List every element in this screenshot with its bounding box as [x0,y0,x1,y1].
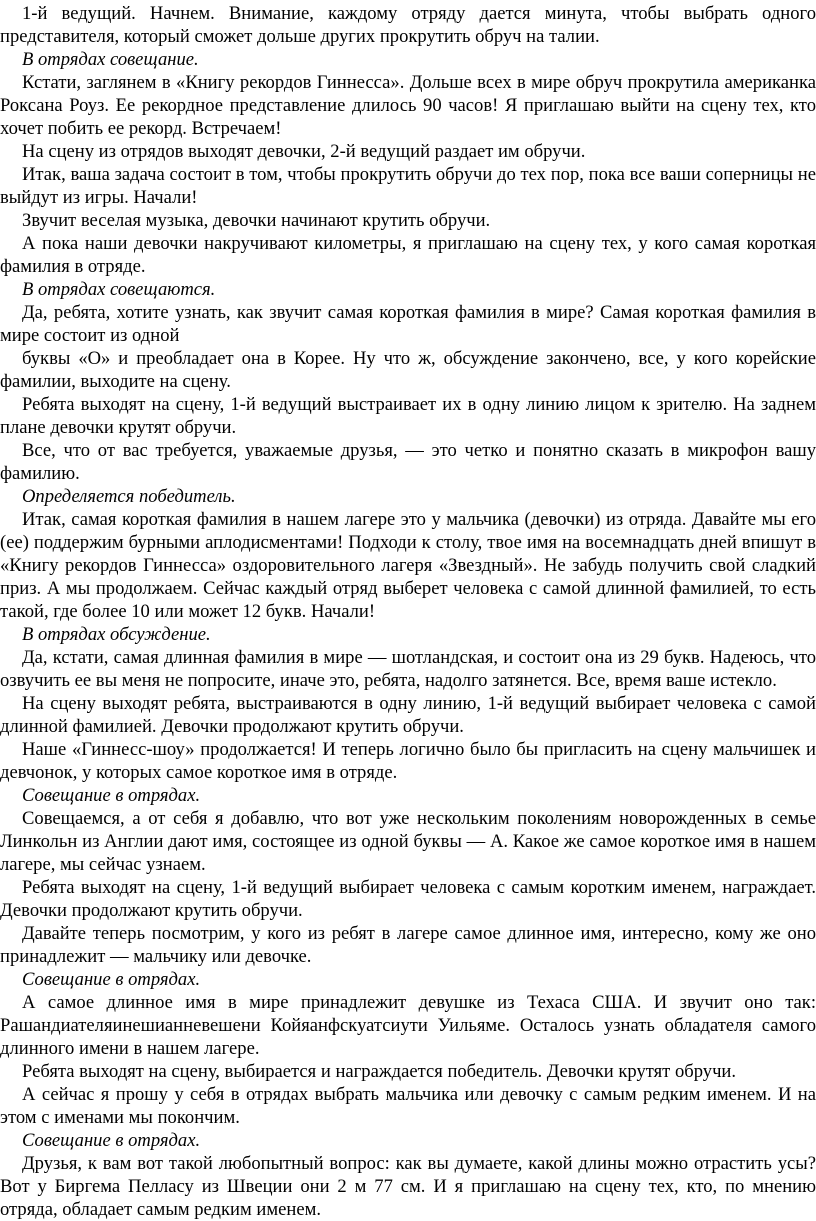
paragraph-13: На сцену выходят ребята, выстраиваются в одну линию, 1-й ведущий выбирает человека с самой длинной фамилией. Девочки продолжают крутить обручи. [0,693,816,737]
paragraph-8: буквы «О» и преобладает она в Корее. Ну что ж, обсуждение закончено, все, у кого корейские фамилии, выходите на сцену. [0,348,816,392]
paragraph-4: Итак, ваша задача состоит в том, чтобы прокрутить обручи до тех пор, пока все ваши соперницы не выйдут из игры. Начали! [0,164,816,208]
paragraph-5: Звучит веселая музыка, девочки начинают крутить обручи. [22,210,491,231]
paragraph-3: На сцену из отрядов выходят девочки, 2-й ведущий раздает им обручи. [22,141,586,162]
paragraph-15: Совещаемся, а от себя я добавлю, что вот уже нескольким поколениям новорожденных в семье Линкольн из Англии дают имя, состоящее из одной буквы — А. Какое же самое короткое имя в нашем лагере, мы сейчас узнаем. [0,808,816,875]
paragraph-18: А самое длинное имя в мире принадлежит девушке из Техаса США. И звучит оно так: Рашандиателяинешианневешени Койяанфскуатсиути Уильяме. Осталось узнать обладателя самого длинного имени в нашем лагере. [0,992,816,1059]
stage-direction-6: Совещание в отрядах. [22,969,201,990]
paragraph-1: 1-й ведущий. Начнем. Внимание, каждому отряду дается минута, чтобы выбрать одного представителя, который сможет дольше других прокрутить обруч на талии. [0,3,816,47]
paragraph-7: Да, ребята, хотите узнать, как звучит самая короткая фамилия в мире? Самая короткая фамилия в мире состоит из одной [0,302,816,346]
paragraph-16: Ребята выходят на сцену, 1-й ведущий выбирает человека с самым коротким именем, награждает. Девочки продолжают крутить обручи. [0,877,816,921]
paragraph-12: Да, кстати, самая длинная фамилия в мире — шотландская, и состоит она из 29 букв. Надеюсь, что озвучить ее вы меня не попросите, иначе это, ребята, надолго затянется. Все, время ваше истекло. [0,647,816,691]
paragraph-9: Ребята выходят на сцену, 1-й ведущий выстраивает их в одну линию лицом к зрителю. На заднем плане девочки крутят обручи. [0,394,816,438]
stage-direction-4: В отрядах обсуждение. [22,624,211,645]
paragraph-2: Кстати, заглянем в «Книгу рекордов Гиннесса». Дольше всех в мире обруч прокрутила американка Роксана Роуз. Ее рекордное представление длилось 90 часов! Я приглашаю выйти на сцену тех, кто хочет побить ее рекорд. Встречаем! [0,72,816,139]
paragraph-11: Итак, самая короткая фамилия в нашем лагере это у мальчика (девочки) из отряда. Давайте мы его (ее) поддержим бурными аплодисментами! Подходи к столу, твое имя на восемнадцать дней впишут в «Книгу рекордов Гиннесса» оздоровительного лагеря «Звездный». Не забудь получить свой сладкий приз. А мы продолжаем. Сейчас каждый отряд выберет человека с самой длинной фамилией, то есть такой, где более 10 или может 12 букв. Начали! [0,509,816,622]
stage-direction-1: В отрядах совещание. [22,49,199,70]
stage-direction-3: Определяется победитель. [22,486,236,507]
paragraph-14: Наше «Гиннесс-шоу» продолжается! И теперь логично было бы пригласить на сцену мальчишек и девчонок, у которых самое короткое имя в отряде. [0,739,816,783]
paragraph-20: А сейчас я прошу у себя в отрядах выбрать мальчика или девочку с самым редким именем. И на этом с именами мы покончим. [0,1084,816,1128]
stage-direction-7: Совещание в отрядах. [22,1130,201,1151]
paragraph-19: Ребята выходят на сцену, выбирается и награждается победитель. Девочки крутят обручи. [22,1061,737,1082]
paragraph-17: Давайте теперь посмотрим, у кого из ребят в лагере самое длинное имя, интересно, кому же оно принадлежит — мальчику или девочке. [0,923,816,967]
stage-direction-2: В отрядах совещаются. [22,279,216,300]
stage-direction-5: Совещание в отрядах. [22,785,201,806]
paragraph-21: Друзья, к вам вот такой любопытный вопрос: как вы думаете, какой длины можно отрастить усы? Вот у Биргема Пелласу из Швеции они 2 м 77 см. И я приглашаю на сцену тех, кто, по мнению отряда, обладает самым редким именем. [0,1153,816,1220]
paragraph-10: Все, что от вас требуется, уважаемые друзья, — это четко и понятно сказать в микрофон вашу фамилию. [0,440,816,484]
paragraph-6: А пока наши девочки накручивают километры, я приглашаю на сцену тех, у кого самая короткая фамилия в отряде. [0,233,816,277]
